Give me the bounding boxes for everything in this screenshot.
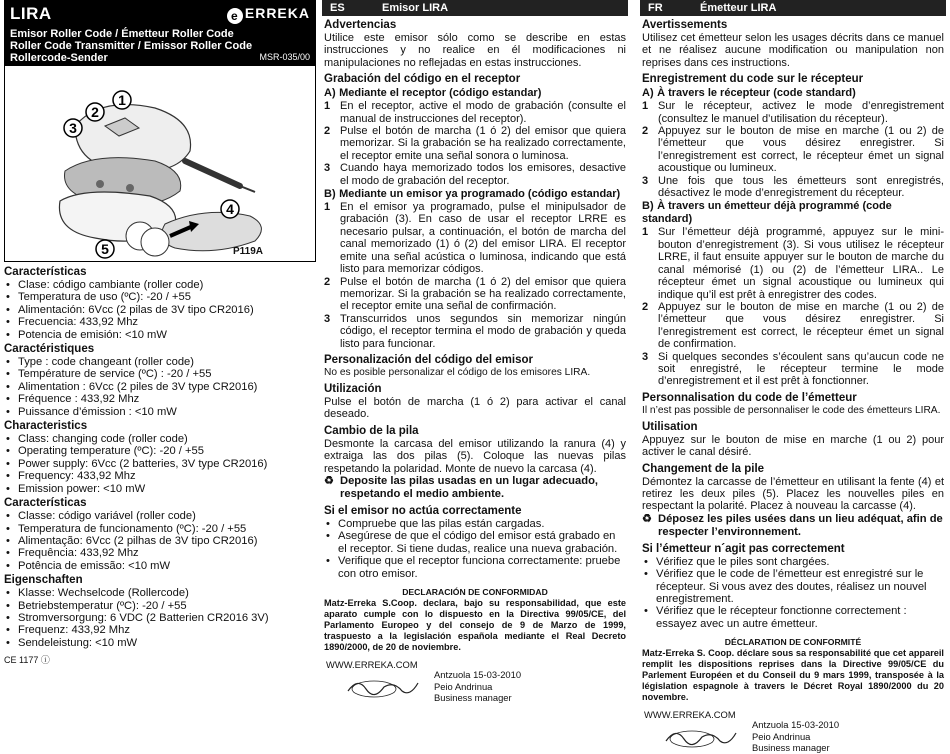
spec-item: • Type : code changeant (roller code) — [4, 356, 316, 368]
spec-item: • Température de service (ºC) : -20 / +55 — [4, 368, 316, 380]
subtitle-line: Emisor Roller Code / Émetteur Roller Code — [10, 28, 234, 40]
spec-item: • Sendeleistung: <10 mW — [4, 637, 316, 649]
signatory: Antzuola 15-03-2010 Peio Andrinua Business manager — [752, 719, 840, 754]
warnings-text: Utilisez cet émetteur selon les usages décrits dans ce manuel et ne réalisez aucune modification ou manipulation non reprises dans ces instructions. — [642, 32, 944, 69]
check-item: • Compruebe que las pilas están cargadas. — [324, 518, 626, 530]
model-code: MSR-035/00 — [259, 52, 310, 62]
method-a-heading: A) Mediante el receptor (código estandar) — [324, 87, 542, 100]
spec-list — [4, 356, 316, 418]
step-item: 3 Cuando haya memorizado todos los emisores, desactive el modo de grabación del receptor. — [324, 162, 626, 187]
callout-3: 3 — [69, 120, 77, 136]
warnings-text: Utilice este emisor sólo como se describe en estas instrucciones y no realice en él modificaciones ni manipulaciones no reflejadas en estas instrucciones. — [324, 32, 626, 69]
declaration-text: Matz-Erreka S.Coop. declara, bajo su responsabilidad, que este aparato cumple con lo dispuesto en la Directiva 99/05/CE, del Parlamento Europeo y del consejo de 9 de Marzo de 1999, traspuesto a la legislación española mediante el Real Decreto 1890/2000, de 20 de noviembre. — [324, 598, 626, 652]
language-header: ES Emisor LIRA — [322, 0, 628, 16]
erreka-logo-icon: e — [227, 8, 243, 24]
recycle-icon: ♻ — [324, 474, 335, 487]
usage-heading: Utilización — [324, 382, 382, 395]
signatory: Antzuola 15-03-2010 Peio Andrinua Business manager — [434, 669, 522, 703]
callout-4: 4 — [226, 201, 234, 217]
step-item: 3 Une fois que tous les émetteurs sont enregistrés, désactivez le mode d’enregistrement du récepteur. — [642, 174, 944, 200]
check-item: • Vérifiez que le piles sont chargées. — [642, 556, 944, 568]
warnings-heading: Avertissements — [642, 19, 728, 31]
subtitle-line: Roller Code Transmitter / Emissor Roller Code — [10, 40, 253, 52]
subtitle-line: Rollercode-Sender — [10, 52, 108, 64]
step-item: 1 Sur l’émetteur déjà programmé, appuyez sur le mini-bouton d’enregistrement (3). Si vous utilisez le récepteur LRRE, il faut ensuite appuyer sur le bouton de marche du canal mémorisé (1) ou (2) de l’émetteur LIRA.. Le récepteur émet un signal acoustique ou lumineux qui indique qu’il est prêt à enregistrer des codes. — [642, 226, 944, 301]
spec-list — [4, 279, 316, 341]
spec-item: • Temperatura de uso (ºC): -20 / +55 — [4, 291, 316, 303]
troubleshooting-heading: Si l’émetteur n´agit pas correctement — [642, 542, 845, 555]
website-link[interactable]: WWW.ERREKA.COM — [326, 659, 418, 670]
spec-item: • Frequency: 433,92 Mhz — [4, 470, 316, 482]
spec-item: • Power supply: 6Vcc (2 batteries, 3V type CR2016) — [4, 458, 316, 470]
spec-item: • Temperatura de funcionamento (ºC): -20 / +55 — [4, 523, 316, 535]
spec-item: • Stromversorgung: 6 VDC (2 Batterien CR2016 3V) — [4, 612, 316, 624]
recording-heading: Grabación del código en el receptor — [324, 73, 521, 86]
spec-item: • Class: changing code (roller code) — [4, 433, 316, 445]
product-header — [4, 0, 316, 66]
method-a-heading: A) À travers le récepteur (code standard) — [642, 87, 856, 100]
callout-5: 5 — [101, 241, 109, 257]
step-item: 2 Pulse el botón de marcha (1 ó 2) del emisor que quiera memorizar. Si la grabación se ha realizado correctamente, el receptor emite una señal sonora o luminosa. — [324, 125, 626, 162]
spec-item: • Potencia de emisión: <10 mW — [4, 329, 316, 341]
spec-list — [4, 587, 316, 649]
check-item: • Vérifiez que le récepteur fonctionne correctement : essayez avec un autre émetteur. — [642, 605, 944, 630]
spec-item: • Puissance d’émission : <10 mW — [4, 406, 316, 418]
check-item: • Vérifiez que le code de l’émetteur est enregistré sur le récepteur. Si vous avez des doutes, réalisez un nouvel enregistrement. — [642, 568, 944, 605]
spec-item: • Potência de emissão: <10 mW — [4, 560, 316, 572]
ce-mark: CE 1177 ⓘ — [4, 655, 50, 665]
spec-item: • Emission power: <10 mW — [4, 483, 316, 495]
spec-heading: Eigenschaften — [4, 574, 83, 587]
fr-column — [640, 0, 946, 754]
language-header: FR Émetteur LIRA — [640, 0, 946, 16]
spec-item: • Fréquence : 433,92 Mhz — [4, 393, 316, 405]
step-item: 3 Si quelques secondes s’écoulent sans qu’aucun code ne soit enregistré, le récepteur termine le mode d’enregistrement et il est prêt à fonctionner. — [642, 350, 944, 388]
declaration-text: Matz-Erreka S. Coop. déclare sous sa responsabilité que cet appareil remplit les dispositions reprises dans la Directive 99/05/CE du Parlement Européen et du Conseil du 9 mars 1999, transposée à la législation espagnole à travers le Décret Royal 1890/2000 du 20 novembre. — [642, 648, 944, 703]
spec-heading: Características — [4, 497, 87, 510]
troubleshooting-heading: Si el emisor no actúa correctamente — [324, 504, 522, 517]
battery-text: Démontez la carcasse de l’émetteur en utilisant la fente (4) et retirez les deux piles (5). Placez les nouvelles piles en respectant la polarité. Placez à nouveau la carcasse (4). — [642, 475, 944, 513]
spec-list — [4, 433, 316, 495]
website-link[interactable]: WWW.ERREKA.COM — [644, 709, 736, 721]
usage-text: Pulse el botón de marcha (1 ó 2) para activar el canal deseado. — [324, 395, 626, 421]
step-item: 2 Appuyez sur le bouton de mise en marche (1 ou 2) de l’émetteur que vous désirez enregistrer. Si l’enregistrement est correct, le récepteur émet un signal acoustique ou lumineux. — [642, 125, 944, 175]
spec-item: • Frequência: 433,92 Mhz — [4, 547, 316, 559]
spec-heading: Características — [4, 266, 87, 278]
spec-item: • Alimentación: 6Vcc (2 pilas de 3V tipo CR2016) — [4, 304, 316, 316]
method-a-steps — [642, 100, 944, 199]
figure-code: P119A — [232, 246, 263, 257]
spec-item: • Alimentação: 6Vcc (2 pilhas de 3V tipo CR2016) — [4, 535, 316, 547]
personalization-text: Il n’est pas possible de personnaliser le code des émetteurs LIRA. — [642, 404, 941, 416]
recycle-notice: ♻ Deposite las pilas usadas en un lugar adecuado, respetando el medio ambiente. — [324, 474, 599, 500]
troubleshooting-list — [324, 518, 626, 580]
step-item: 3 Transcurridos unos segundos sin memorizar ningún código, el receptor termina el modo de grabación y queda listo para funcionar. — [324, 312, 626, 350]
method-b-heading: B) Mediante un emisor ya programado (código estandar) — [324, 188, 621, 201]
check-item: • Asegúrese de que el código del emisor está grabado en el receptor. Si tiene dudas, realice una nueva grabación. — [324, 530, 626, 555]
callout-1: 1 — [118, 92, 126, 108]
recycle-icon: ♻ — [642, 512, 653, 525]
usage-heading: Utilisation — [642, 420, 698, 433]
step-item: 1 En el emisor ya programado, pulse el minipulsador de grabación (3). En caso de usar el receptor LRRE es necesario pulsar, a continuación, el botón de marcha del canal memorizado (1) ó (2) del emisor LIRA. El receptor emite una señal acústica o luminosa, indicando que está listo para memorizar códigos. — [324, 201, 626, 276]
es-column — [322, 0, 628, 703]
signature-block — [642, 709, 944, 753]
spec-heading: Caractéristiques — [4, 343, 95, 356]
left-column — [4, 0, 316, 666]
method-a-steps — [324, 100, 626, 187]
battery-text: Desmonte la carcasa del emisor utilizando la ranura (4) y extraiga las dos pilas (5). Coloque las nuevas pilas respetando la polaridad. Monte de nuevo la carcasa (4). — [324, 437, 626, 475]
method-b-steps — [324, 201, 626, 350]
remote-exploded-view-icon — [5, 66, 317, 262]
step-item: 2 Appuyez sur le bouton de mise en marche (1 ou 2) de l’émetteur que vous désirez enregistrer. Si l’enregistrement est correct, le récepteur émet un signal de confirmation. — [642, 300, 944, 351]
method-b-heading: B) À travers un émetteur déjà programmé (code standard) — [642, 200, 892, 226]
step-item: 1 En el receptor, active el modo de grabación (consulte el manual de instrucciones del receptor). — [324, 100, 626, 125]
declaration-heading: DECLARACIÓN DE CONFORMIDAD — [402, 587, 548, 597]
warnings-heading: Advertencias — [324, 19, 397, 31]
signature-block — [324, 659, 626, 703]
signature-icon — [662, 723, 742, 751]
erreka-logo: e ERREKA — [227, 5, 310, 24]
callout-2: 2 — [91, 104, 99, 120]
spec-item: • Clase: código cambiante (roller code) — [4, 279, 316, 291]
spec-item: • Klasse: Wechselcode (Rollercode) — [4, 587, 316, 599]
spec-heading: Characteristics — [4, 420, 88, 433]
spec-item: • Operating temperature (ºC): -20 / +55 — [4, 445, 316, 457]
spec-item: • Betriebstemperatur (ºC): -20 / +55 — [4, 600, 316, 612]
personalization-text: No es posible personalizar el código de los emisores LIRA. — [324, 366, 591, 378]
method-b-steps — [642, 226, 944, 387]
spec-list — [4, 510, 316, 572]
troubleshooting-list — [642, 556, 944, 630]
spec-item: • Classe: código variável (roller code) — [4, 510, 316, 522]
spec-item: • Frecuencia: 433,92 Mhz — [4, 316, 316, 328]
personalization-heading: Personnalisation du code de l’émetteur — [642, 391, 857, 404]
battery-heading: Changement de la pile — [642, 462, 765, 475]
step-item: 1 Sur le récepteur, activez le mode d’enregistrement (consultez le manuel d’utilisation du récepteur). — [642, 100, 944, 125]
signature-icon — [344, 673, 424, 701]
spec-item: • Alimentation : 6Vcc (2 piles de 3V type CR2016) — [4, 381, 316, 393]
declaration-heading: DÉCLARATION DE CONFORMITÉ — [724, 637, 862, 648]
personalization-heading: Personalización del código del emisor — [324, 353, 533, 366]
battery-heading: Cambio de la pila — [324, 424, 419, 437]
usage-text: Appuyez sur le bouton de mise en marche (1 ou 2) pour activer le canal désiré. — [642, 433, 944, 459]
product-title: LIRA — [10, 4, 52, 23]
step-item: 2 Pulse el botón de marcha (1 ó 2) del emisor que quiera memorizar. Si la grabación se ha realizado correctamente, el receptor emite una señal de confirmación. — [324, 275, 626, 313]
product-illustration — [4, 66, 316, 262]
recycle-notice: ♻ Déposez les piles usées dans un lieu adéquat, afin de respecter l’environnement. — [642, 512, 943, 538]
recording-heading: Enregistrement du code sur le récepteur — [642, 73, 864, 86]
check-item: • Verifique que el receptor funciona correctamente: pruebe con otro emisor. — [324, 555, 626, 580]
spec-item: • Frequenz: 433,92 Mhz — [4, 624, 316, 636]
specifications — [4, 266, 316, 649]
